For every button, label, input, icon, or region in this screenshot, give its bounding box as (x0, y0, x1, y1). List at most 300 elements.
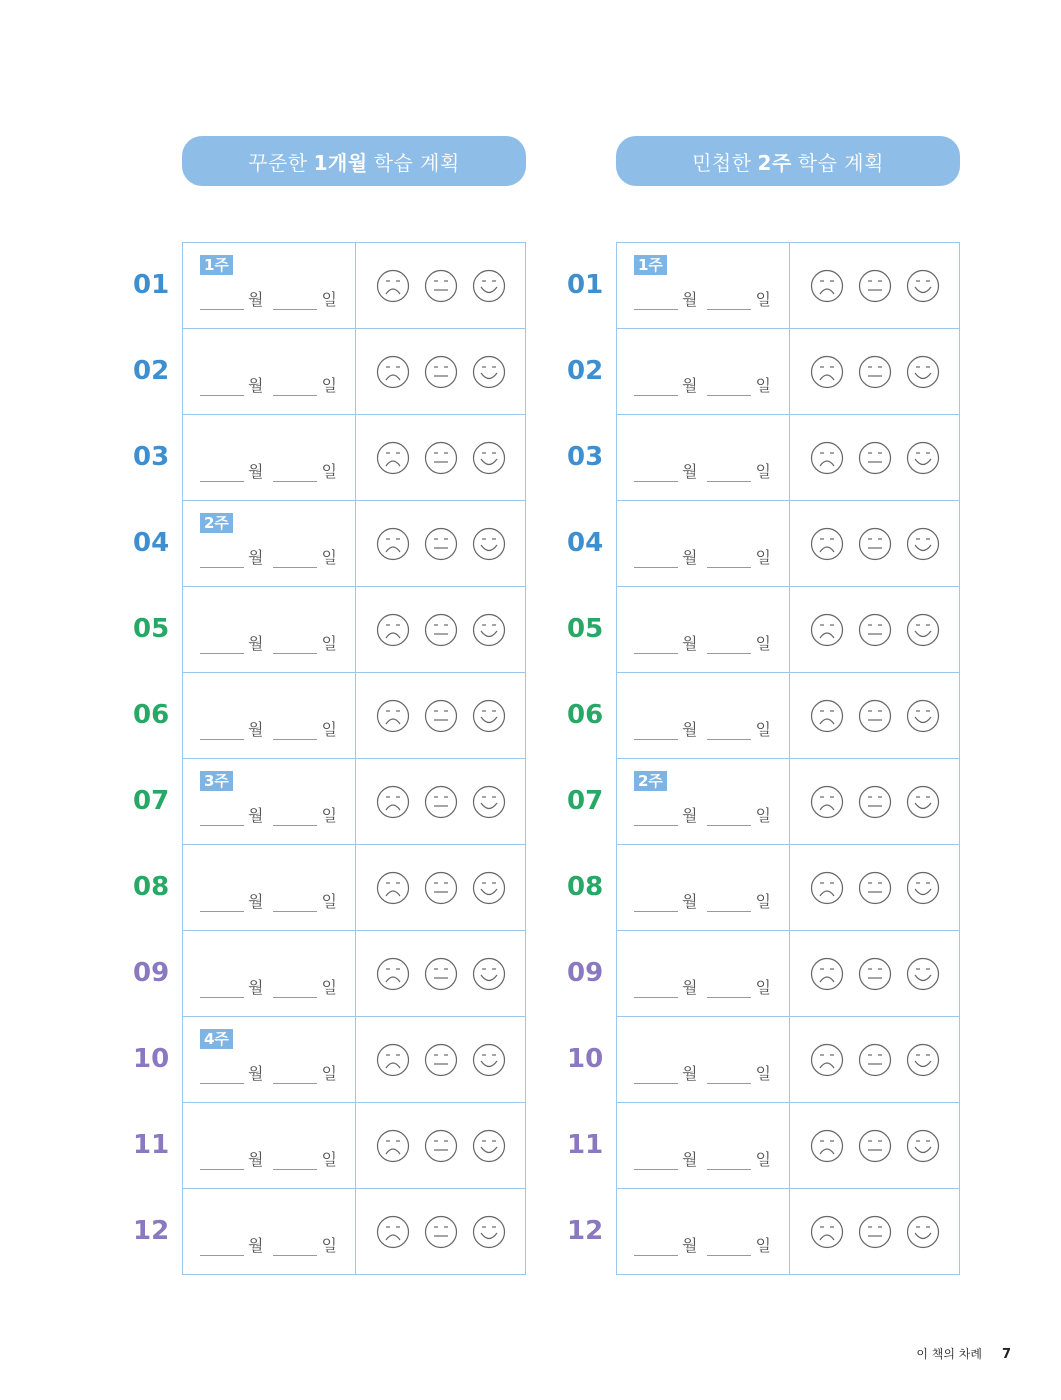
plan-row (520, 1102, 960, 1188)
row-number: 09 (133, 958, 170, 988)
month-blank[interactable] (200, 635, 244, 654)
date-cell (617, 1103, 790, 1188)
happy-face-icon[interactable] (472, 871, 506, 905)
mood-cell (790, 329, 959, 414)
row-cells (616, 586, 960, 672)
day-blank[interactable] (273, 635, 317, 654)
neutral-face-icon[interactable] (424, 957, 458, 991)
month-label: 월 (682, 720, 698, 739)
date-entry (634, 459, 777, 482)
date-entry (200, 373, 343, 396)
day-blank[interactable] (273, 979, 317, 998)
sad-face-icon[interactable] (376, 269, 410, 303)
row-cells (182, 844, 526, 930)
sad-face-icon[interactable] (376, 699, 410, 733)
date-cell (617, 587, 790, 672)
date-cell (183, 673, 356, 758)
day-label: 일 (755, 1236, 771, 1255)
header-text-bold: 1개월 (313, 150, 368, 175)
plan-row (86, 1016, 526, 1102)
sad-face-icon[interactable] (810, 269, 844, 303)
row-cells (616, 758, 960, 844)
sad-face-icon[interactable] (376, 1215, 410, 1249)
row-cells (616, 1102, 960, 1188)
neutral-face-icon[interactable] (858, 355, 892, 389)
date-entry (200, 717, 343, 740)
row-cells (182, 1016, 526, 1102)
day-label: 일 (755, 978, 771, 997)
row-number: 06 (567, 700, 604, 730)
day-blank[interactable] (273, 893, 317, 912)
week-badge: 2주 (634, 771, 667, 791)
sad-face-icon[interactable] (810, 355, 844, 389)
neutral-face-icon[interactable] (424, 527, 458, 561)
date-cell (617, 501, 790, 586)
neutral-face-icon[interactable] (424, 355, 458, 389)
day-blank[interactable] (707, 635, 751, 654)
day-blank[interactable] (707, 807, 751, 826)
row-cells (182, 1188, 526, 1275)
month-label: 월 (682, 634, 698, 653)
week-badge: 1주 (634, 255, 667, 275)
month-label: 월 (682, 376, 698, 395)
plan-row (520, 844, 960, 930)
mood-cell (356, 415, 525, 500)
month-label: 월 (248, 634, 264, 653)
neutral-face-icon[interactable] (858, 1043, 892, 1077)
month-blank[interactable] (634, 635, 678, 654)
month-blank[interactable] (200, 291, 244, 310)
row-number: 01 (567, 270, 604, 300)
plan-row (86, 414, 526, 500)
mood-cell (790, 1189, 959, 1274)
row-cells (616, 242, 960, 328)
month-blank[interactable] (200, 1065, 244, 1084)
day-blank[interactable] (273, 721, 317, 740)
month-label: 월 (248, 290, 264, 309)
plan-row (86, 586, 526, 672)
mood-cell (356, 931, 525, 1016)
neutral-face-icon[interactable] (424, 1043, 458, 1077)
day-label: 일 (321, 1150, 337, 1169)
happy-face-icon[interactable] (472, 785, 506, 819)
row-cells (616, 328, 960, 414)
plan-row (86, 844, 526, 930)
happy-face-icon[interactable] (472, 613, 506, 647)
sad-face-icon[interactable] (376, 871, 410, 905)
month-label: 월 (248, 376, 264, 395)
plan-row (520, 758, 960, 844)
row-number: 04 (567, 528, 604, 558)
month-blank[interactable] (200, 893, 244, 912)
mood-cell (790, 501, 959, 586)
happy-face-icon[interactable] (906, 613, 940, 647)
header-text-bold: 2주 (757, 150, 792, 175)
date-cell (183, 931, 356, 1016)
day-label: 일 (321, 634, 337, 653)
date-cell (183, 1017, 356, 1102)
date-entry (200, 1147, 343, 1170)
plan-row (520, 930, 960, 1016)
happy-face-icon[interactable] (906, 269, 940, 303)
date-cell (617, 1017, 790, 1102)
happy-face-icon[interactable] (472, 699, 506, 733)
day-blank[interactable] (707, 1237, 751, 1256)
month-blank[interactable] (200, 1151, 244, 1170)
mood-cell (790, 1103, 959, 1188)
date-entry (200, 631, 343, 654)
day-blank[interactable] (707, 1151, 751, 1170)
date-cell (617, 759, 790, 844)
month-label: 월 (248, 892, 264, 911)
sad-face-icon[interactable] (376, 957, 410, 991)
day-label: 일 (321, 720, 337, 739)
date-entry (200, 1061, 343, 1084)
month-label: 월 (682, 892, 698, 911)
happy-face-icon[interactable] (472, 527, 506, 561)
date-entry (200, 287, 343, 310)
mood-cell (790, 415, 959, 500)
row-cells (182, 500, 526, 586)
row-cells (182, 758, 526, 844)
day-label: 일 (755, 376, 771, 395)
page-footer (916, 1345, 1011, 1362)
happy-face-icon[interactable] (906, 441, 940, 475)
date-entry (200, 803, 343, 826)
plan-row (86, 500, 526, 586)
date-entry (200, 889, 343, 912)
plan-row (86, 1102, 526, 1188)
day-label: 일 (755, 806, 771, 825)
sad-face-icon[interactable] (376, 355, 410, 389)
footer-section-title: 이 책의 차례 (916, 1347, 982, 1361)
day-label: 일 (755, 1150, 771, 1169)
day-blank[interactable] (707, 291, 751, 310)
month-blank[interactable] (634, 721, 678, 740)
mood-cell (790, 243, 959, 328)
row-number: 05 (133, 614, 170, 644)
month-blank[interactable] (634, 463, 678, 482)
month-blank[interactable] (200, 979, 244, 998)
week-badge: 2주 (200, 513, 233, 533)
day-blank[interactable] (273, 549, 317, 568)
row-cells (182, 328, 526, 414)
row-number: 04 (133, 528, 170, 558)
date-entry (634, 1233, 777, 1256)
happy-face-icon[interactable] (906, 1129, 940, 1163)
neutral-face-icon[interactable] (424, 785, 458, 819)
row-cells (182, 672, 526, 758)
day-label: 일 (321, 806, 337, 825)
date-cell (183, 243, 356, 328)
date-cell (617, 1189, 790, 1274)
row-cells (182, 242, 526, 328)
mood-cell (790, 845, 959, 930)
sad-face-icon[interactable] (810, 527, 844, 561)
sad-face-icon[interactable] (376, 1043, 410, 1077)
date-entry (634, 631, 777, 654)
mood-cell (356, 845, 525, 930)
day-blank[interactable] (707, 893, 751, 912)
sad-face-icon[interactable] (810, 441, 844, 475)
neutral-face-icon[interactable] (424, 269, 458, 303)
sad-face-icon[interactable] (376, 613, 410, 647)
day-label: 일 (321, 1236, 337, 1255)
sad-face-icon[interactable] (810, 785, 844, 819)
neutral-face-icon[interactable] (424, 441, 458, 475)
month-blank[interactable] (634, 893, 678, 912)
date-entry (200, 1233, 343, 1256)
month-label: 월 (682, 1064, 698, 1083)
date-entry (200, 459, 343, 482)
day-label: 일 (755, 892, 771, 911)
day-blank[interactable] (707, 549, 751, 568)
neutral-face-icon[interactable] (858, 871, 892, 905)
sad-face-icon[interactable] (376, 527, 410, 561)
sad-face-icon[interactable] (810, 613, 844, 647)
row-number: 09 (567, 958, 604, 988)
neutral-face-icon[interactable] (858, 527, 892, 561)
row-number: 08 (133, 872, 170, 902)
month-blank[interactable] (634, 377, 678, 396)
month-label: 월 (682, 1236, 698, 1255)
happy-face-icon[interactable] (906, 355, 940, 389)
month-blank[interactable] (200, 549, 244, 568)
row-cells (616, 844, 960, 930)
week-badge: 1주 (200, 255, 233, 275)
day-blank[interactable] (273, 1065, 317, 1084)
neutral-face-icon[interactable] (858, 1129, 892, 1163)
biweekly-plan-header (616, 136, 960, 186)
month-label: 월 (682, 806, 698, 825)
happy-face-icon[interactable] (906, 957, 940, 991)
month-label: 월 (682, 290, 698, 309)
month-blank[interactable] (200, 807, 244, 826)
week-badge: 4주 (200, 1029, 233, 1049)
mood-cell (790, 673, 959, 758)
date-cell (183, 1103, 356, 1188)
month-blank[interactable] (634, 979, 678, 998)
happy-face-icon[interactable] (472, 1215, 506, 1249)
day-blank[interactable] (273, 377, 317, 396)
date-entry (634, 1061, 777, 1084)
day-label: 일 (321, 290, 337, 309)
day-label: 일 (321, 462, 337, 481)
happy-face-icon[interactable] (906, 871, 940, 905)
week-badge: 3주 (200, 771, 233, 791)
row-number: 01 (133, 270, 170, 300)
date-cell (617, 415, 790, 500)
row-cells (616, 930, 960, 1016)
month-blank[interactable] (200, 1237, 244, 1256)
neutral-face-icon[interactable] (858, 269, 892, 303)
day-blank[interactable] (707, 1065, 751, 1084)
plan-row (520, 586, 960, 672)
sad-face-icon[interactable] (376, 1129, 410, 1163)
month-label: 월 (248, 806, 264, 825)
happy-face-icon[interactable] (906, 1215, 940, 1249)
mood-cell (356, 759, 525, 844)
mood-cell (356, 1017, 525, 1102)
neutral-face-icon[interactable] (424, 1129, 458, 1163)
month-label: 월 (248, 548, 264, 567)
row-number: 03 (133, 442, 170, 472)
neutral-face-icon[interactable] (858, 785, 892, 819)
month-label: 월 (682, 462, 698, 481)
day-label: 일 (321, 1064, 337, 1083)
day-label: 일 (755, 634, 771, 653)
date-cell (183, 415, 356, 500)
row-number: 05 (567, 614, 604, 644)
happy-face-icon[interactable] (472, 1043, 506, 1077)
sad-face-icon[interactable] (810, 957, 844, 991)
day-blank[interactable] (707, 463, 751, 482)
month-blank[interactable] (634, 1151, 678, 1170)
month-blank[interactable] (200, 377, 244, 396)
date-cell (183, 1189, 356, 1274)
plan-row (520, 1016, 960, 1102)
month-label: 월 (682, 978, 698, 997)
month-blank[interactable] (200, 721, 244, 740)
month-label: 월 (248, 1150, 264, 1169)
row-cells (616, 672, 960, 758)
month-label: 월 (248, 720, 264, 739)
plan-row (86, 930, 526, 1016)
day-label: 일 (755, 720, 771, 739)
happy-face-icon[interactable] (906, 699, 940, 733)
date-entry (634, 1147, 777, 1170)
happy-face-icon[interactable] (472, 1129, 506, 1163)
row-cells (182, 586, 526, 672)
row-number: 07 (567, 786, 604, 816)
neutral-face-icon[interactable] (858, 957, 892, 991)
mood-cell (356, 501, 525, 586)
happy-face-icon[interactable] (472, 957, 506, 991)
day-label: 일 (321, 548, 337, 567)
month-blank[interactable] (634, 807, 678, 826)
happy-face-icon[interactable] (906, 1043, 940, 1077)
plan-row (86, 1188, 526, 1274)
mood-cell (790, 1017, 959, 1102)
neutral-face-icon[interactable] (424, 1215, 458, 1249)
month-blank[interactable] (634, 549, 678, 568)
row-number: 12 (133, 1216, 170, 1246)
day-blank[interactable] (273, 291, 317, 310)
date-cell (183, 501, 356, 586)
month-label: 월 (682, 1150, 698, 1169)
plan-row (86, 758, 526, 844)
day-blank[interactable] (273, 807, 317, 826)
date-cell (617, 243, 790, 328)
plan-row (86, 672, 526, 758)
sad-face-icon[interactable] (810, 1129, 844, 1163)
month-label: 월 (248, 462, 264, 481)
neutral-face-icon[interactable] (424, 699, 458, 733)
date-cell (617, 931, 790, 1016)
month-blank[interactable] (634, 1237, 678, 1256)
date-entry (200, 975, 343, 998)
neutral-face-icon[interactable] (858, 1215, 892, 1249)
row-cells (182, 930, 526, 1016)
row-number: 07 (133, 786, 170, 816)
neutral-face-icon[interactable] (858, 699, 892, 733)
row-cells (616, 1188, 960, 1275)
neutral-face-icon[interactable] (858, 441, 892, 475)
month-label: 월 (248, 1236, 264, 1255)
row-number: 12 (567, 1216, 604, 1246)
month-blank[interactable] (634, 291, 678, 310)
sad-face-icon[interactable] (810, 871, 844, 905)
plan-row (86, 328, 526, 414)
row-number: 11 (133, 1130, 170, 1160)
mood-cell (356, 1103, 525, 1188)
sad-face-icon[interactable] (810, 1215, 844, 1249)
plan-row (520, 242, 960, 328)
header-text-pre: 꾸준한 (248, 150, 308, 175)
neutral-face-icon[interactable] (424, 613, 458, 647)
month-blank[interactable] (634, 1065, 678, 1084)
happy-face-icon[interactable] (472, 269, 506, 303)
day-label: 일 (755, 548, 771, 567)
day-blank[interactable] (273, 1237, 317, 1256)
happy-face-icon[interactable] (906, 527, 940, 561)
date-cell (183, 845, 356, 930)
row-number: 10 (567, 1044, 604, 1074)
sad-face-icon[interactable] (810, 699, 844, 733)
mood-cell (356, 673, 525, 758)
mood-cell (356, 243, 525, 328)
row-number: 10 (133, 1044, 170, 1074)
sad-face-icon[interactable] (376, 441, 410, 475)
month-label: 월 (248, 978, 264, 997)
neutral-face-icon[interactable] (858, 613, 892, 647)
day-blank[interactable] (707, 721, 751, 740)
date-entry (634, 889, 777, 912)
row-cells (616, 414, 960, 500)
sad-face-icon[interactable] (376, 785, 410, 819)
month-blank[interactable] (200, 463, 244, 482)
happy-face-icon[interactable] (472, 355, 506, 389)
row-cells (182, 1102, 526, 1188)
date-cell (617, 673, 790, 758)
plan-row (520, 414, 960, 500)
day-blank[interactable] (273, 463, 317, 482)
row-number: 02 (567, 356, 604, 386)
happy-face-icon[interactable] (472, 441, 506, 475)
plan-row (520, 328, 960, 414)
mood-cell (790, 587, 959, 672)
month-label: 월 (248, 1064, 264, 1083)
happy-face-icon[interactable] (906, 785, 940, 819)
row-cells (616, 1016, 960, 1102)
header-text-post: 학습 계획 (373, 150, 460, 175)
day-blank[interactable] (273, 1151, 317, 1170)
day-blank[interactable] (707, 377, 751, 396)
mood-cell (790, 931, 959, 1016)
date-entry (634, 545, 777, 568)
date-cell (183, 587, 356, 672)
biweekly-plan-rows (520, 242, 960, 1274)
day-label: 일 (321, 376, 337, 395)
neutral-face-icon[interactable] (424, 871, 458, 905)
day-blank[interactable] (707, 979, 751, 998)
date-entry (634, 717, 777, 740)
plan-row (86, 242, 526, 328)
monthly-plan-rows (86, 242, 526, 1274)
date-entry (634, 287, 777, 310)
sad-face-icon[interactable] (810, 1043, 844, 1077)
date-entry (634, 975, 777, 998)
